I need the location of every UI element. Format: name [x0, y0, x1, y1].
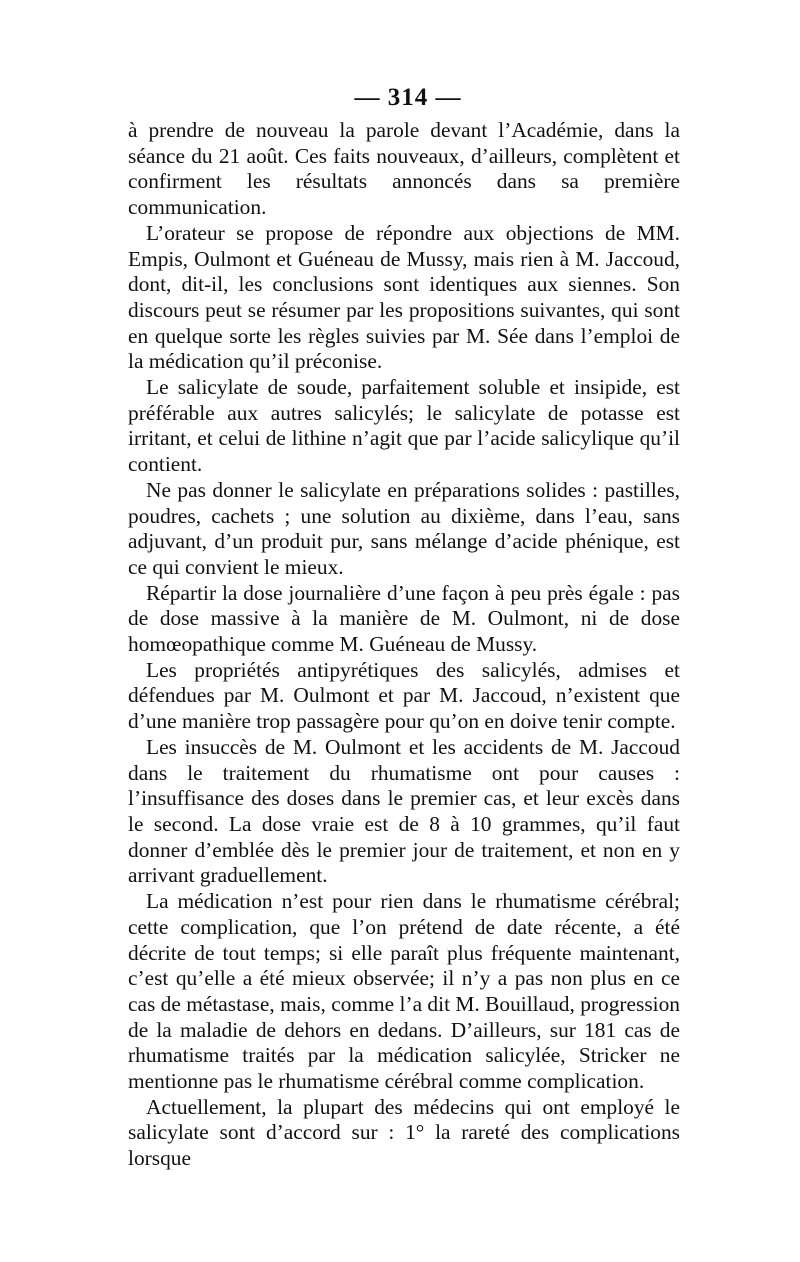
body-text: [128, 118, 680, 1172]
paragraph: Le salicylate de soude, parfaitement soluble et insipide, est préférable aux autres salicylés; le salicylate de potasse est irritant, et celui de lithine n’agit que par l’acide salicylique qu’il contient.: [128, 375, 680, 477]
paragraph: Actuellement, la plupart des médecins qui ont employé le salicylate sont d’accord sur : 1° la rareté des complications lorsque: [128, 1094, 680, 1171]
paragraph: L’orateur se propose de répondre aux objections de MM. Empis, Oulmont et Guéneau de Mussy, mais rien à M. Jaccoud, dont, dit-il, les conclusions sont identiques aux siennes. Son discours peut se résumer par les propositions suivantes, qui sont en quelque sorte les règles suivies par M. Sée dans l’emploi de la médication qu’il préconise.: [128, 220, 680, 374]
paragraph: Répartir la dose journalière d’une façon à peu près égale : pas de dose massive à la manière de M. Oulmont, ni de dose homœopathique comme M. Guéneau de Mussy.: [128, 580, 680, 657]
paragraph: Les insuccès de M. Oulmont et les accidents de M. Jaccoud dans le traitement du rhumatisme ont pour causes : l’insuffisance des doses dans le premier cas, et leur excès dans le second. La dose vraie est de 8 à 10 grammes, qu’il faut donner d’emblée dès le premier jour de traitement, et non en y arrivant graduellement.: [128, 734, 680, 888]
paragraph: Les propriétés antipyrétiques des salicylés, admises et défendues par M. Oulmont et par M. Jaccoud, n’existent que d’une manière trop passagère pour qu’on en doive tenir compte.: [128, 657, 680, 734]
page-number: — 314 —: [354, 84, 462, 111]
paragraph: La médication n’est pour rien dans le rhumatisme cérébral; cette complication, que l’on prétend de date récente, a été décrite de tout temps; si elle paraît plus fréquente maintenant, c’est qu’elle a été mieux observée; il n’y a pas non plus en ce cas de métastase, mais, comme l’a dit M. Bouillaud, progression de la maladie de dehors en dedans. D’ailleurs, sur 181 cas de rhumatisme traités par la médication salicylée, Stricker ne mentionne pas le rhumatisme cérébral comme complication.: [128, 889, 680, 1094]
paragraph: Ne pas donner le salicylate en préparations solides : pastilles, poudres, cachets ; une solution au dixième, dans l’eau, sans adjuvant, d’un produit pur, sans mélange d’acide phénique, est ce qui convient le mieux.: [128, 477, 680, 579]
paragraph: à prendre de nouveau la parole devant l’Académie, dans la séance du 21 août. Ces faits nouveaux, d’ailleurs, complètent et confirment les résultats annoncés dans sa première communication.: [128, 118, 680, 220]
